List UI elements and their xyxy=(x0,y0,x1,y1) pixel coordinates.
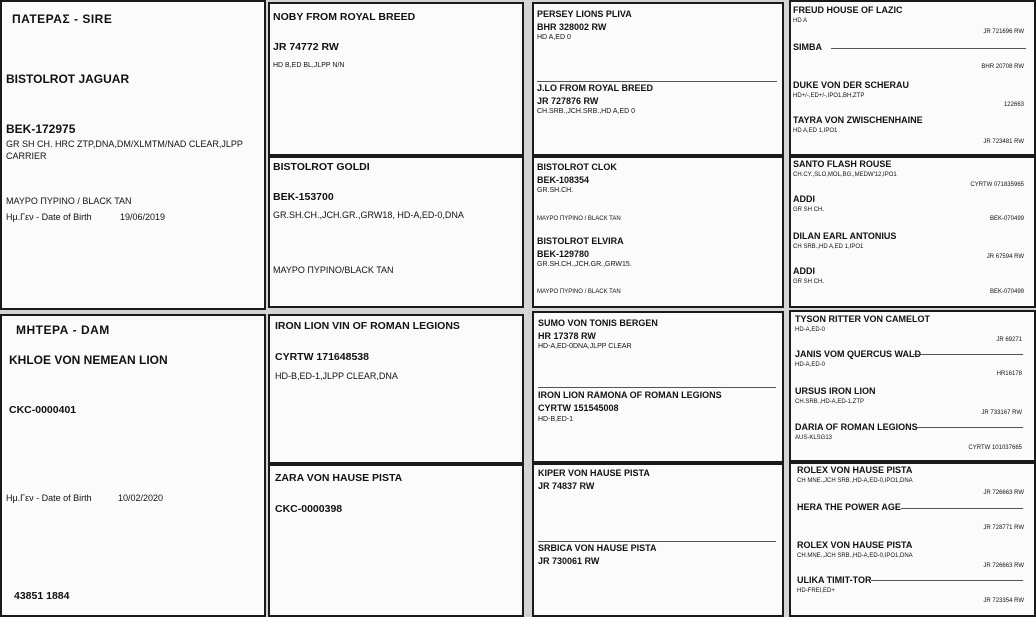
gen4-registration: BHR 20708 RW xyxy=(981,64,1024,70)
gen4-box-2 xyxy=(789,156,1036,308)
gen2-box-4 xyxy=(268,464,524,617)
gen2-name: ZARA VON HAUSE PISTA xyxy=(275,472,403,484)
gen4-info: CH.MNE.,JCH SRB.,HD-A,ED-0,IPO1,DNA xyxy=(797,553,913,559)
gen4-name: JANIS VOM QUERCUS WALD xyxy=(795,349,922,359)
gen2-box-2 xyxy=(268,156,524,308)
sire-box xyxy=(0,0,266,310)
gen4-leader-line xyxy=(913,354,1023,355)
gen4-registration: BEK-070499 xyxy=(989,289,1024,295)
gen4-name: DILAN EARL ANTONIUS xyxy=(793,231,897,241)
gen4-name: ADDI xyxy=(793,266,815,276)
gen3-box-2 xyxy=(532,156,784,308)
gen3-box-4 xyxy=(532,463,784,617)
dam-heading: ΜΗΤΕΡΑ - DAM xyxy=(16,323,110,337)
gen3-divider xyxy=(538,387,776,388)
gen4-name: ULIKA TIMIT-TOR xyxy=(797,575,872,585)
gen4-box-1 xyxy=(789,0,1036,156)
gen4-name: TAYRA VON ZWISCHENHAINE xyxy=(793,115,923,125)
gen4-name: DARIA OF ROMAN LEGIONS xyxy=(795,422,918,432)
gen4-registration: CYRTW 071835965 xyxy=(970,182,1024,188)
gen4-leader-line xyxy=(831,48,1026,49)
gen4-info: CH.SRB.,HD-A,ED-1,ZTP xyxy=(795,399,865,405)
gen2-name: NOBY FROM ROYAL BREED xyxy=(273,11,416,23)
gen3-registration: JR 727876 RW xyxy=(537,96,599,106)
gen2-registration: BEK-153700 xyxy=(273,191,334,203)
gen4-name: TYSON RITTER VON CAMELOT xyxy=(795,314,930,324)
gen4-name: URSUS IRON LION xyxy=(795,386,876,396)
gen3-name: J.LO FROM ROYAL BREED xyxy=(537,83,654,93)
gen4-registration: BEK-070499 xyxy=(989,216,1024,222)
gen2-registration: CYRTW 171648538 xyxy=(275,351,369,363)
gen4-name: DUKE VON DER SCHERAU xyxy=(793,80,910,90)
gen4-info: CH SRB.,HD A,ED 1,IPO1 xyxy=(793,244,864,250)
sire-dob: 19/06/2019 xyxy=(120,212,166,222)
gen4-registration: JR 726663 RW xyxy=(983,563,1024,569)
gen3-divider xyxy=(537,81,777,82)
sire-dob-label: Ημ.Γεν - Date of Birth xyxy=(6,212,92,222)
gen4-name: HERA THE POWER AGE xyxy=(797,502,901,512)
gen4-info: AUS-KLSG13 xyxy=(795,435,833,441)
gen2-box-3 xyxy=(268,314,524,464)
dam-footer-number: 43851 1884 xyxy=(14,590,70,602)
gen2-registration: CKC-0000398 xyxy=(275,503,343,515)
sire-name: BISTOLROT JAGUAR xyxy=(6,72,130,86)
gen4-name: ROLEX VON HAUSE PISTA xyxy=(797,540,913,550)
gen3-info: HD A,ED 0 xyxy=(537,34,571,41)
gen4-info: HD+/-,ED+/-,IPO1,BH,ZTP xyxy=(793,93,865,99)
sire-titles: GR SH CH. HRC ZTP,DNA,DM/XLMTM/NAD CLEAR,JLPP xyxy=(6,139,243,149)
sire-heading: ΠΑΤΕΡΑΣ - SIRE xyxy=(12,12,113,26)
gen3-registration: JR 74837 RW xyxy=(538,481,595,491)
gen3-info: GR.SH.CH.,JCH.GR.,GRW15. xyxy=(537,261,632,268)
gen4-info: HD A xyxy=(793,18,808,24)
gen4-info: CH.CY.,SLO,MOL,BG.,MEDW'12,IPO1 xyxy=(793,172,897,178)
gen3-registration: BHR 328002 RW xyxy=(537,22,607,32)
gen2-info: GR.SH.CH.,JCH.GR.,GRW18, HD-A,ED-0,DNA xyxy=(273,210,464,220)
gen4-registration: JR 67594 RW xyxy=(986,254,1024,260)
gen4-registration: JR 721696 RW xyxy=(983,29,1024,35)
gen3-name: SRBICA VON HAUSE PISTA xyxy=(538,543,657,553)
gen4-leader-line xyxy=(871,580,1023,581)
gen2-registration: JR 74772 RW xyxy=(273,41,339,53)
gen4-registration: JR 726663 RW xyxy=(983,490,1024,496)
gen3-registration: CYRTW 151545008 xyxy=(538,403,619,413)
gen3-info: GR.SH.CH. xyxy=(537,187,574,194)
gen4-registration: JR 69271 xyxy=(996,337,1022,343)
gen3-registration: JR 730061 RW xyxy=(538,556,600,566)
sire-registration: BEK-172975 xyxy=(6,122,76,136)
gen4-info: HD-A,ED-0 xyxy=(795,327,826,333)
gen3-box-1 xyxy=(532,2,784,156)
gen4-registration: HR16178 xyxy=(996,371,1022,377)
dam-registration: CKC-0000401 xyxy=(9,404,77,416)
gen2-info: HD-B,ED-1,JLPP CLEAR,DNA xyxy=(275,371,398,381)
gen4-box-3 xyxy=(789,310,1036,462)
gen3-color: ΜΑΥΡΟ ΠΥΡΙΝΟ / BLACK TAN xyxy=(537,289,621,295)
gen4-info: HD-A,ED-0 xyxy=(795,362,826,368)
dam-dob-label: Ημ.Γεν - Date of Birth xyxy=(6,493,92,503)
gen3-info: CH.SRB.,JCH.SRB.,HD A,ED 0 xyxy=(537,108,636,115)
gen3-name: PERSEY LIONS PLIVA xyxy=(537,9,632,19)
gen4-name: FREUD HOUSE OF LAZIC xyxy=(793,5,903,15)
gen4-registration: JR 723481 RW xyxy=(983,139,1024,145)
gen3-registration: BEK-108354 xyxy=(537,175,590,185)
gen4-info: GR SH CH. xyxy=(793,279,825,285)
gen3-color: ΜΑΥΡΟ ΠΥΡΙΝΟ / BLACK TAN xyxy=(537,216,621,222)
gen4-info: CH MNE.,JCH SRB.,HD-A,ED-0,IPO1,DNA xyxy=(797,478,913,484)
gen4-name: SIMBA xyxy=(793,42,822,52)
gen3-name: SUMO VON TONIS BERGEN xyxy=(538,318,658,328)
gen4-info: HD-FREI,ED+ xyxy=(797,588,835,594)
gen3-name: BISTOLROT ELVIRA xyxy=(537,236,624,246)
gen2-box-1 xyxy=(268,2,524,156)
gen4-name: SANTO FLASH ROUSE xyxy=(793,159,892,169)
gen3-registration: HR 17378 RW xyxy=(538,331,596,341)
gen3-name: BISTOLROT CLOK xyxy=(537,162,617,172)
gen3-info: HD-A,ED-0DNA,JLPP CLEAR xyxy=(538,343,632,350)
gen3-box-3 xyxy=(532,311,784,463)
sire-titles-line2: CARRIER xyxy=(6,151,47,161)
gen4-info: GR SH CH. xyxy=(793,207,825,213)
gen2-info: HD B,ED BL,JLPP N/N xyxy=(273,62,345,69)
gen3-divider xyxy=(538,541,776,542)
gen4-name: ADDI xyxy=(793,194,815,204)
gen4-registration: 122663 xyxy=(1003,102,1024,108)
gen4-name: ROLEX VON HAUSE PISTA xyxy=(797,465,913,475)
gen3-name: KIPER VON HAUSE PISTA xyxy=(538,468,650,478)
sire-color: ΜΑΥΡΟ ΠΥΡΙΝΟ / BLACK TAN xyxy=(6,196,132,206)
dam-dob: 10/02/2020 xyxy=(118,493,164,503)
gen4-info: HD A,ED 1,IPO1 xyxy=(793,128,838,134)
gen4-registration: CYRTW 101037665 xyxy=(968,445,1022,451)
gen3-registration: BEK-129780 xyxy=(537,249,590,259)
gen4-registration: JR 728771 RW xyxy=(983,525,1024,531)
gen2-name: BISTOLROT GOLDI xyxy=(273,161,370,173)
gen4-leader-line xyxy=(901,508,1023,509)
dam-name: KHLOE VON NEMEAN LION xyxy=(9,353,168,367)
gen4-leader-line xyxy=(915,427,1023,428)
gen4-registration: JR 723354 RW xyxy=(983,598,1024,604)
gen4-registration: JR 733167 RW xyxy=(981,410,1022,416)
gen2-name: IRON LION VIN OF ROMAN LEGIONS xyxy=(275,320,460,332)
gen4-box-4 xyxy=(789,462,1036,617)
dam-box xyxy=(0,314,266,617)
gen2-color: ΜΑΥΡΟ ΠΥΡΙΝΟ/BLACK TAN xyxy=(273,265,394,275)
gen3-name: IRON LION RAMONA OF ROMAN LEGIONS xyxy=(538,390,722,400)
gen3-info: HD-B,ED-1 xyxy=(538,416,574,423)
